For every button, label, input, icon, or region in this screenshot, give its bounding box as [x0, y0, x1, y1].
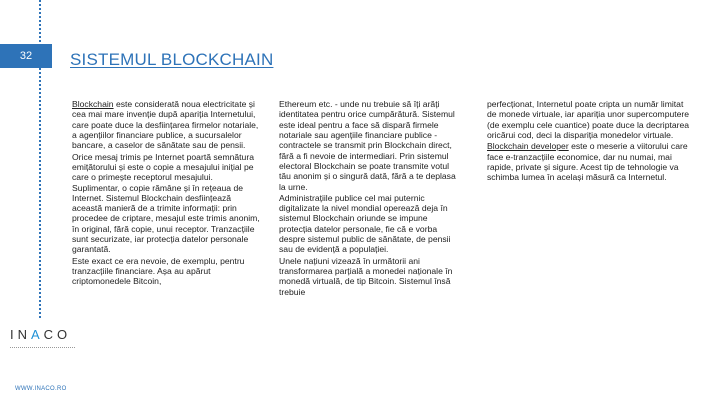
paragraph: Unele națiuni vizează în următorii ani transformarea parțială a monedei naționale în monedă virtuală, de tip Bitcoin. Sistemul însă trebuie — [279, 255, 453, 297]
inaco-logo — [10, 325, 75, 377]
paragraph-text: este o meserie a viitorului care face e-tranzacțiile economice, dar nu numai, mai rapide, private și sigure. Acest tip de tehnologie va schimba lumea în același măsură ca Internetul. — [487, 141, 688, 183]
slide-number-badge: 32 — [0, 44, 52, 68]
paragraph: Administrațiile publice cel mai puternic digitalizate la nivel mondial operează deja în sistemul Blockchain oriunde se impune protecția datelor personale, fie că e vorba despre sistemul public de sănătate, de pensii sau de evidență a populației. — [279, 192, 451, 255]
text-column-2 — [279, 99, 459, 298]
blockchain-link[interactable]: Blockchain — [72, 99, 114, 109]
text-column-3 — [487, 99, 693, 184]
paragraph — [487, 141, 693, 182]
paragraph: Orice mesaj trimis pe Internet poartă semnătura emițătorului și este o copie a mesajului inițial pe care o primește receptorul mesajului. Suplimentar, o copie rămâne și în rețeaua de Internet. Sistemul Blockchain desființează această manieră de a trimite informații: prin procedee de criptare, mesajul este trimis anonim, în original, fără copie, unui receptor. Tranzacțiile sunt securizate, iar protecția datelor personale garantată. — [72, 151, 260, 255]
paragraph: Ethereum etc. - unde nu trebuie să îți arăți identitatea pentru orice cumpărătură. Sistemul este ideal pentru a face să dispară firmele notariale sau agențiile financiare publice - contractele se transmit prin Blockchain direct, fără a fi nevoie de intermediari. Prin sistemul electoral Blockchain se poate transmite votul tău anonim și o singură dată, fără a te deplasa la urne. — [279, 99, 456, 192]
logo-wordmark: INACO — [10, 327, 72, 342]
slide-title: SISTEMUL BLOCKCHAIN — [70, 50, 274, 69]
paragraph-text: este considerată noua electricitate și cea mai mare invenție după apariția Internetului, care poate duce la desființarea firmelor notariale, a agențiilor financiare publice, a sucursalelor bancare, a caselor de sănătate sau de pensii. — [72, 99, 259, 151]
paragraph — [72, 99, 262, 151]
logo-tagline-rule — [10, 347, 75, 352]
paragraph: Este exact ce era nevoie, de exemplu, pentru tranzacțiile financiare. Așa au apărut criptomonedele Bitcoin, — [72, 255, 245, 287]
blockchain-developer-link[interactable]: Blockchain developer — [487, 141, 569, 152]
website-link[interactable]: WWW.INACO.RO — [15, 386, 67, 392]
text-column-1 — [72, 99, 262, 288]
paragraph: perfecționat, Internetul poate cripta un număr limitat de monede virtuale, iar apariția unor supercomputere (de exemplu cele cuantice) poate duce la decriptarea oricărui cod, deci la dispariția monedelor virtuale. — [487, 99, 690, 140]
